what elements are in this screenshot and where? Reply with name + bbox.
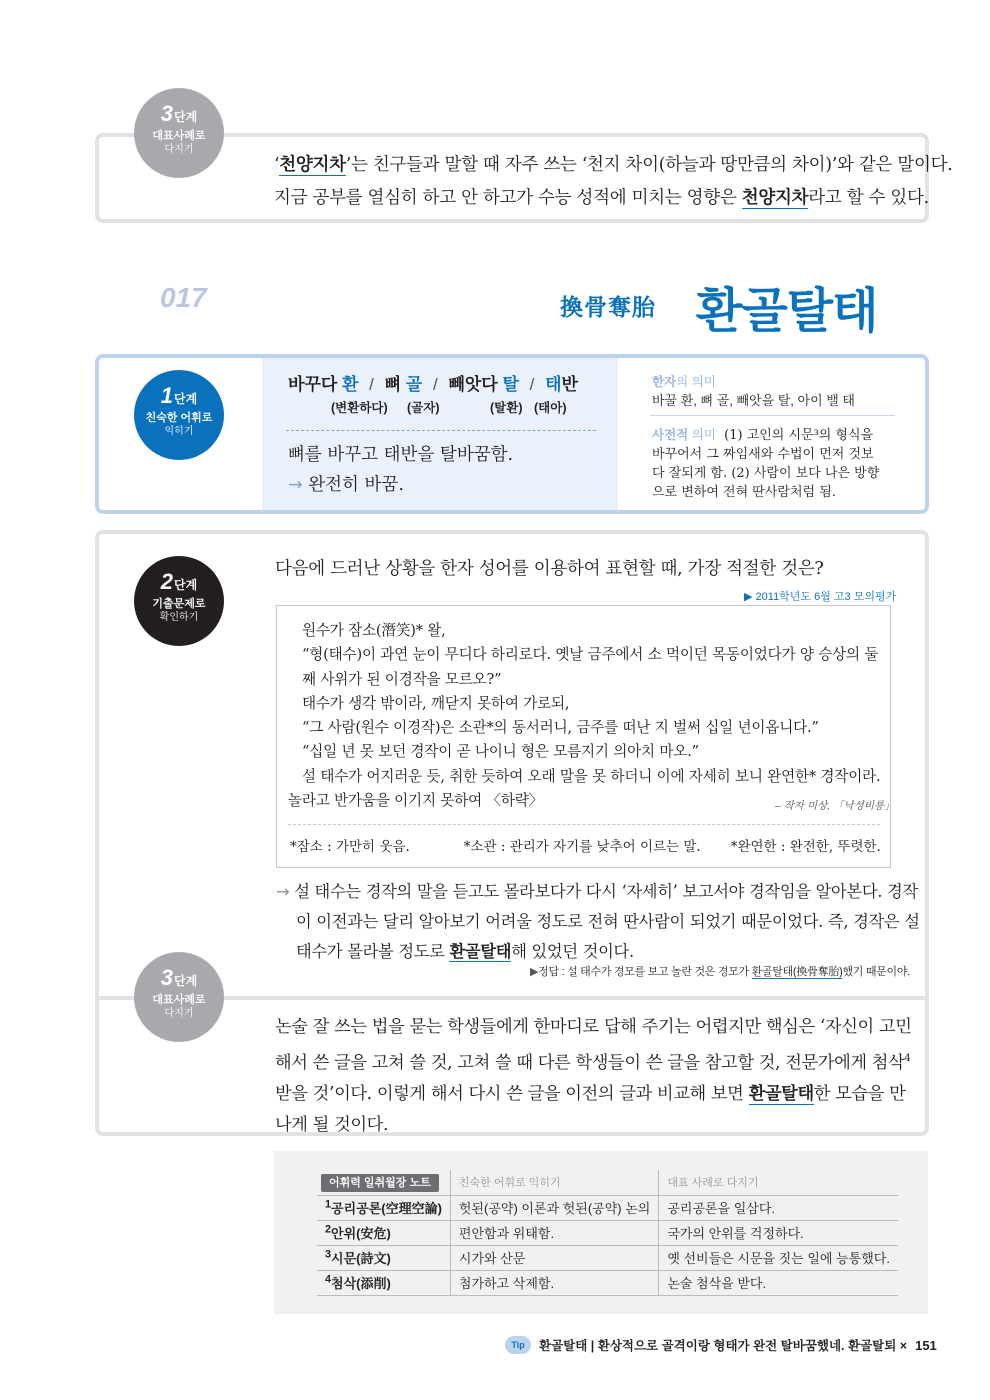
passage-attribution: – 작자 미상, 「낙성비룡」 xyxy=(775,800,895,812)
vocab-table: 어휘력 일취월장 노트 친숙한 어휘로 익히기 대표 사례로 다지기 $^1$공리공론(空理空論) 헛된(공약) 이론과 헛된(공약) 논의 공리공론을 일삼다. $^2$안위(安危) 편안함과 위태함. 국가의 안위를 걱정하다. $^3$시문(詩文) 시가와 산문 옛 선비들은 시문을 짓는 일에 능통했다. $^4$첨삭(添削) 첨가하고 삭제함. 논술 첨삭을 받다. xyxy=(317,1170,898,1296)
footer xyxy=(505,1336,937,1354)
table-row: $^3$시문(詩文) 시가와 산문 옛 선비들은 시문을 짓는 일에 능통했다. xyxy=(317,1245,898,1270)
core-meaning: 뼈를 바꾸고 태반을 탈바꿈함. → 완전히 바꿈. xyxy=(288,445,514,495)
passage: 원수가 잠소(潛笑)* 왈, “형(태수)이 과연 눈이 무디다 하리로다. 옛날 금주에서 소 먹이던 목동이었다가 양 승상의 둘 째 사위가 된 이경작을 모르오?” 태수가 생각 밖이라, 깨닫지 못하여 가로되, “그 사람(원수 이경작)은 소관*의 동서러니, 금주를 떠난 지 벌써 십일 년이옵니다.” “십일 년 못 보던 경작이 곧 나이니 형은 모름지기 의아치 마오.” 설 태수가 어지러운 듯, 취한 듯하여 오래 말을 못 하더니 이에 자세히 보니 완연한* 경작이라. 놀라고 반가움을 이기지 못하여 〈하략〉 xyxy=(288,622,881,810)
word-sub-4: (태아) xyxy=(534,401,567,415)
vocab-header-tag: 어휘력 일취월장 노트 xyxy=(321,1174,439,1192)
step3-example: 논술 잘 쓰는 법을 묻는 학생들에게 한마디로 답해 주기는 어렵지만 핵심은 ‘자신이 고민 해서 쓴 글을 고쳐 쓸 것, 고쳐 쓸 때 다른 학생들이 쓴 글을 참고할 것, 전문가에게 첨삭$^4$ 받을 것’이다. 이렇게 해서 다시 쓴 글을 이전의 글과 비교해 보면 환골탈태한 모습을 만 나게 될 것이다. xyxy=(275,1017,912,1135)
passage-footnotes: *잠소 : 가만히 웃음. *소관 : 관리가 자기를 낮추어 이르는 말. *완연한 : 완전한, 뚜렷한. xyxy=(290,839,881,855)
explanation: → 설 태수는 경작의 말을 듣고도 몰라보다가 다시 ‘자세히’ 보고서야 경작임을 알아본다. 경작 이 이전과는 달리 알아보기 어려울 정도로 전혀 딴사람이 되었기 때문이었다. 즉, 경작은 설 태수가 몰라볼 정도로 환골탈태해 있었던 것이다. xyxy=(276,882,920,961)
entry-title: 환골탈태 xyxy=(696,285,878,338)
passage-footnote-divider xyxy=(288,824,880,825)
word-sub-2: (골자) xyxy=(407,401,440,415)
word-sub-1: (변환하다) xyxy=(331,401,388,415)
step3-badge-top: 3단계 대표사례로 다지기 xyxy=(134,88,224,178)
word-sub-3: (탈환) xyxy=(490,401,523,415)
hanja-meaning-label: 한자의 의미 xyxy=(652,375,716,389)
question-source: ▶ 2011학년도 6월 고3 모의평가 xyxy=(744,591,897,603)
step1-divider xyxy=(286,430,596,431)
table-row: $^4$첨삭(添削) 첨가하고 삭제함. 논술 첨삭을 받다. xyxy=(317,1270,898,1295)
step3-badge-bottom: 3단계 대표사례로 다지기 xyxy=(134,952,224,1042)
entry-hanja: 換骨奪胎 xyxy=(560,294,656,320)
table-row: $^2$안위(安危) 편안함과 위태함. 국가의 안위를 걱정하다. xyxy=(317,1220,898,1245)
word-breakdown: 바꾸다 환 / 뼈 골 / 빼앗다 탈 / 태반 xyxy=(288,375,578,394)
step1-badge: 1단계 친숙한 어휘로 익히기 xyxy=(134,370,224,460)
hanja-meaning: 바꿀 환, 뼈 골, 빼앗을 탈, 아이 밸 태 xyxy=(652,393,855,408)
dictionary-meaning: 사전적 의미 (1) 고인의 시문³의 형식을 바꾸어서 그 짜임새와 수법이 먼저 것보 다 잘되게 함. (2) 사람이 보다 나은 방향 으로 변하여 전혀 딴사람처럼 됨. xyxy=(652,428,880,500)
question: 다음에 드러난 상황을 한자 성어를 이용하여 표현할 때, 가장 적절한 것은? xyxy=(275,559,824,579)
entry-number: 017 xyxy=(160,282,207,313)
step2-badge: 2단계 기출문제로 확인하기 xyxy=(134,556,224,646)
table-row: $^1$공리공론(空理空論) 헛된(공약) 이론과 헛된(공약) 논의 공리공론을 일삼다. xyxy=(317,1195,898,1220)
answer: ▶정답 : 설 태수가 경모를 보고 놀란 것은 경모가 환골탈태(換骨奪胎)했기 때문이야. xyxy=(530,966,910,978)
page-number: 151 xyxy=(915,1337,937,1353)
tip-icon: Tip xyxy=(505,1336,531,1354)
footer-tip-text: 환골탈태 | 환상적으로 골격이랑 형태가 완전 탈바꿈했네. 환골탈퇴 × xyxy=(539,1339,908,1353)
step3-top-text: ‘천양지차’는 친구들과 말할 때 자주 쓰는 ‘천지 차이(하늘과 땅만큼의 차이)’와 같은 말이다. 지금 공부를 열심히 하고 안 하고가 수능 성적에 미치는 영향은 천양지차라고 할 수 있다. xyxy=(274,155,953,208)
step1-right-divider xyxy=(650,415,895,416)
